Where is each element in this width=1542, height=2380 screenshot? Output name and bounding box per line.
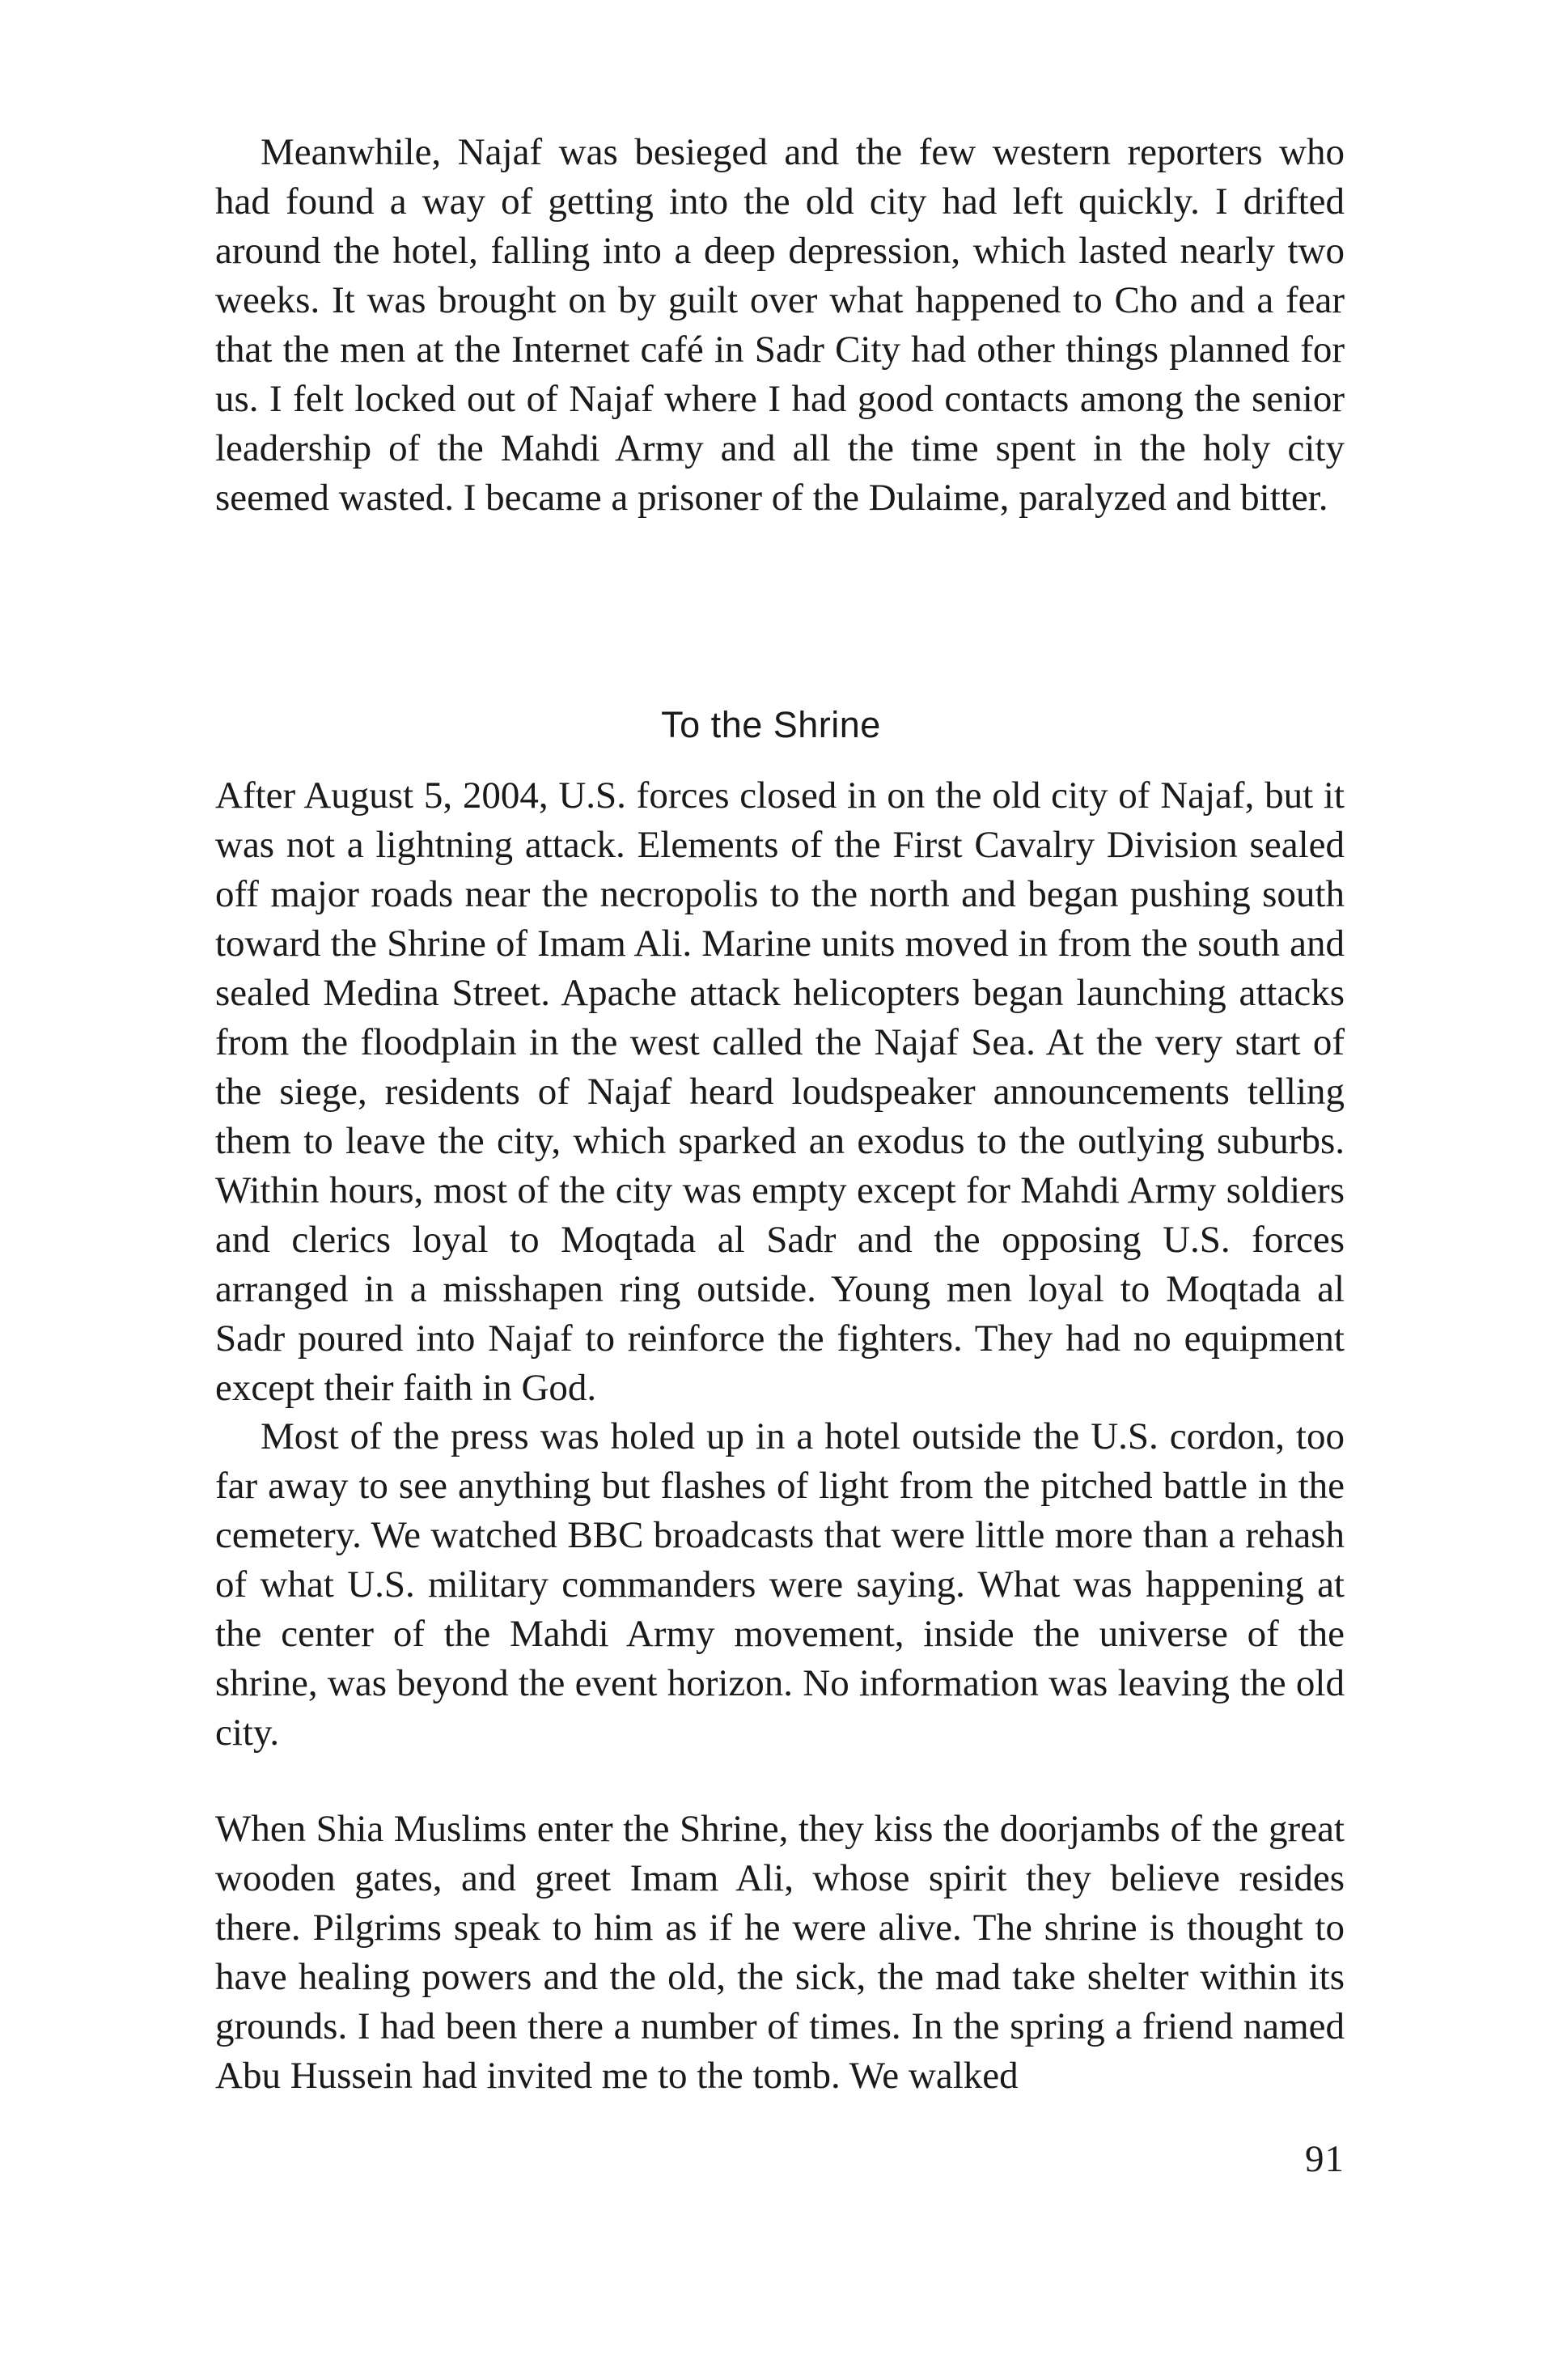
page-number: 91 bbox=[1305, 2138, 1345, 2180]
paragraph-siege: After August 5, 2004, U.S. forces closed in on the old city of Najaf, but it was not a lightning attack. Elements of the First Cavalry Division sealed off major roads near the necropolis to the north and began pushing south toward the Shrine of Imam Ali. Marine units moved in from the south and sealed Medina Street. Apache attack helicopters began launching attacks from the floodplain in the west called the Najaf Sea. At the very start of the siege, residents of Najaf heard loudspeaker announcements telling them to leave the city, which sparked an exodus to the outlying suburbs. Within hours, most of the city was empty except for Mahdi Army soldiers and clerics loyal to Moqtada al Sadr and the opposing U.S. forces arranged in a misshapen ring outside. Young men loyal to Moqtada al Sadr poured into Najaf to reinforce the fighters. They had no equipment except their faith in God. bbox=[215, 774, 1345, 1409]
paragraph-intro: Meanwhile, Najaf was besieged and the few western reporters who had found a way of getting into the old city had left quickly. I drifted around the hotel, falling into a deep depression, which lasted nearly two weeks. It was brought on by guilt over what happened to Cho and a fear that the men at the Internet café in Sadr City had other things planned for us. I felt locked out of Najaf where I had good contacts among the senior leadership of the Mahdi Army and all the time spent in the holy city seemed wasted. I became a prisoner of the Dulaime, paralyzed and bitter. bbox=[215, 131, 1345, 519]
section-heading: To the Shrine bbox=[661, 704, 881, 745]
paragraph-shrine: When Shia Muslims enter the Shrine, they kiss the doorjambs of the great wooden gates, and greet Imam Ali, whose spirit they believe resides there. Pilgrims speak to him as if he were alive. The shrine is thought to have healing powers and the old, the sick, the mad take shelter within its grounds. I had been there a number of times. In the spring a friend named Abu Hussein had invited me to the tomb. We walked bbox=[215, 1808, 1345, 2097]
paragraph-press: Most of the press was holed up in a hotel outside the U.S. cordon, too far away to see anything but flashes of light from the pitched battle in the cemetery. We watched BBC broadcasts that were little more than a rehash of what U.S. military commanders were saying. What was happening at the center of the Mahdi Army movement, inside the universe of the shrine, was beyond the event horizon. No information was leaving the old city. bbox=[215, 1415, 1345, 1754]
